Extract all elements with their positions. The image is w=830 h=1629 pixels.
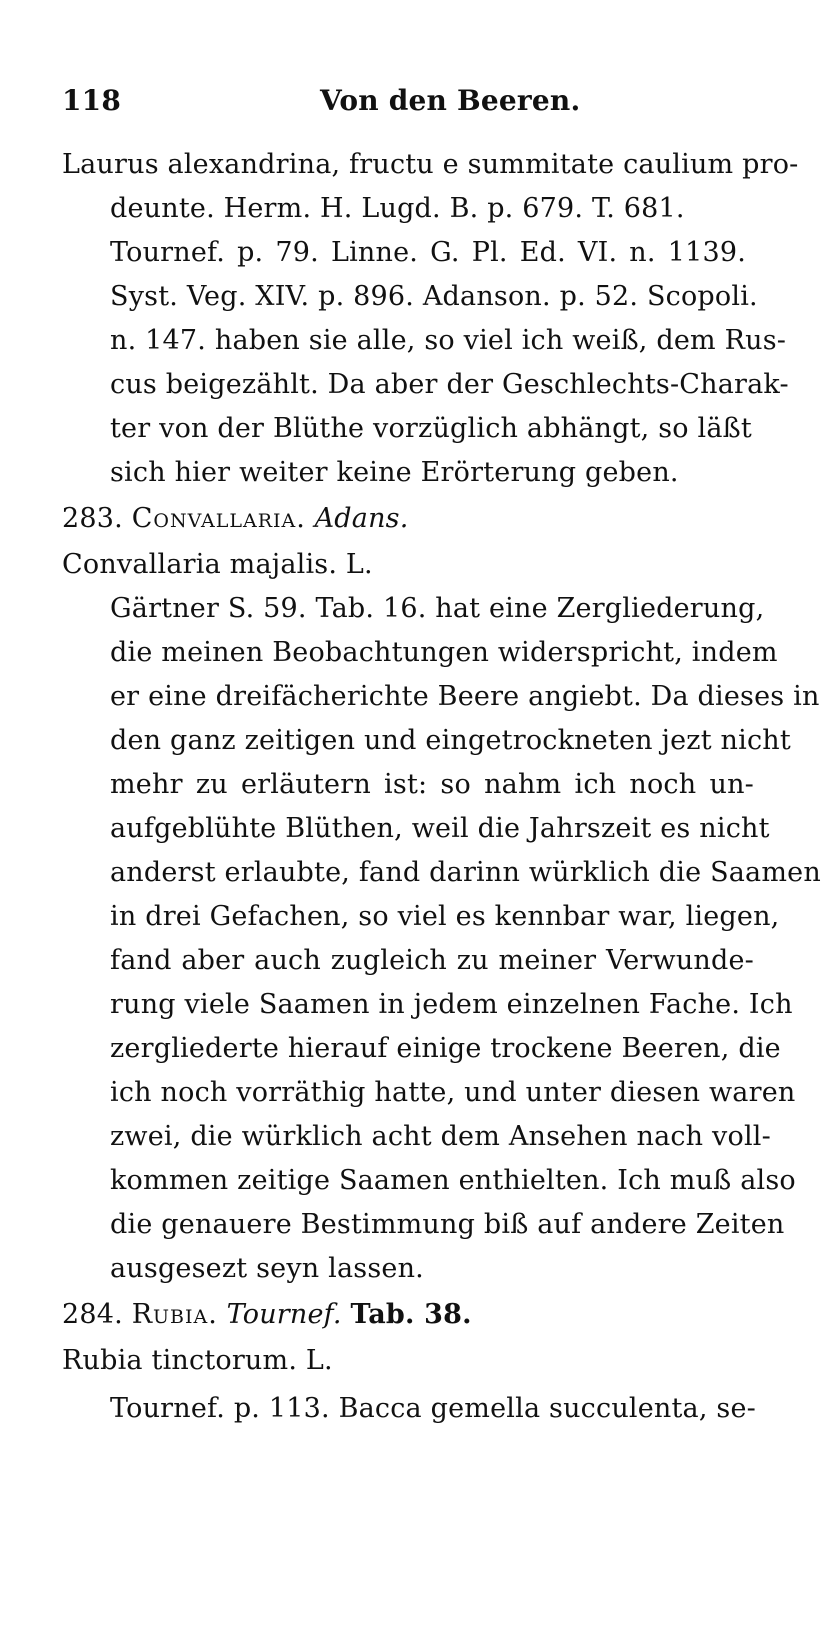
convallaria-line-7: anderst erlaubte, fand darinn würklich die Saamen (110, 857, 821, 888)
section-284-genus: Rubia. (131, 1299, 218, 1330)
convallaria-line-16: ausgesezt seyn lassen. (110, 1253, 424, 1284)
convallaria-line-5: mehr zu erläutern ist: so nahm ich noch un- (110, 769, 754, 800)
rubia-line-1: Tournef. p. 113. Bacca gemella succulenta, se- (110, 1393, 756, 1424)
section-283-genus: Convallaria. (131, 503, 306, 534)
convallaria-line-11: zergliederte hierauf einige trockene Beeren, die (110, 1033, 781, 1064)
convallaria-line-3: er eine dreifächerichte Beere angiebt. Da dieses in (110, 681, 820, 712)
convallaria-line-12: ich noch vorräthig hatte, und unter diesen waren (110, 1077, 796, 1108)
section-284-number: 284. (62, 1299, 123, 1330)
running-title: Von den Beeren. (320, 84, 581, 117)
convallaria-line-2: die meinen Beobachtungen widerspricht, indem (110, 637, 778, 668)
laurus-line-5: n. 147. haben sie alle, so viel ich weiß, dem Rus- (110, 325, 787, 356)
convallaria-line-14: kommen zeitige Saamen enthielten. Ich muß also (110, 1165, 796, 1196)
rubia-species: Rubia tinctorum. L. (62, 1345, 333, 1376)
page-number: 118 (62, 84, 122, 117)
convallaria-line-10: rung viele Saamen in jedem einzelnen Fache. Ich (110, 989, 793, 1020)
convallaria-line-4: den ganz zeitigen und eingetrockneten jezt nicht (110, 725, 791, 756)
convallaria-line-13: zwei, die würklich acht dem Ansehen nach voll- (110, 1121, 771, 1152)
convallaria-line-9: fand aber auch zugleich zu meiner Verwunde- (110, 945, 754, 976)
section-284-table: Tab. 38. (350, 1299, 472, 1330)
convallaria-line-8: in drei Gefachen, so viel es kennbar war, liegen, (110, 901, 780, 932)
laurus-line-8: sich hier weiter keine Erörterung geben. (110, 457, 679, 488)
section-283-heading (62, 500, 409, 538)
section-283-authority: Adans. (314, 503, 409, 534)
laurus-line-1: Laurus alexandrina, fructu e summitate caulium pro- (62, 149, 799, 180)
convallaria-species: Convallaria majalis. L. (62, 549, 373, 580)
section-283-number: 283. (62, 503, 123, 534)
convallaria-line-1: Gärtner S. 59. Tab. 16. hat eine Zergliederung, (110, 593, 765, 624)
laurus-line-6: cus beigezählt. Da aber der Geschlechts-Charak- (110, 369, 789, 400)
laurus-line-2: deunte. Herm. H. Lugd. B. p. 679. T. 681. (110, 193, 685, 224)
convallaria-line-6: aufgeblühte Blüthen, weil die Jahrszeit es nicht (110, 813, 770, 844)
laurus-line-3: Tournef. p. 79. Linne. G. Pl. Ed. VI. n. 1139. (110, 237, 746, 268)
laurus-line-4: Syst. Veg. XIV. p. 896. Adanson. p. 52. Scopoli. (110, 281, 758, 312)
section-284-heading (62, 1296, 472, 1334)
laurus-line-7: ter von der Blüthe vorzüglich abhängt, so läßt (110, 413, 752, 444)
convallaria-line-15: die genauere Bestimmung biß auf andere Zeiten (110, 1209, 785, 1240)
section-284-authority: Tournef. (226, 1299, 342, 1330)
